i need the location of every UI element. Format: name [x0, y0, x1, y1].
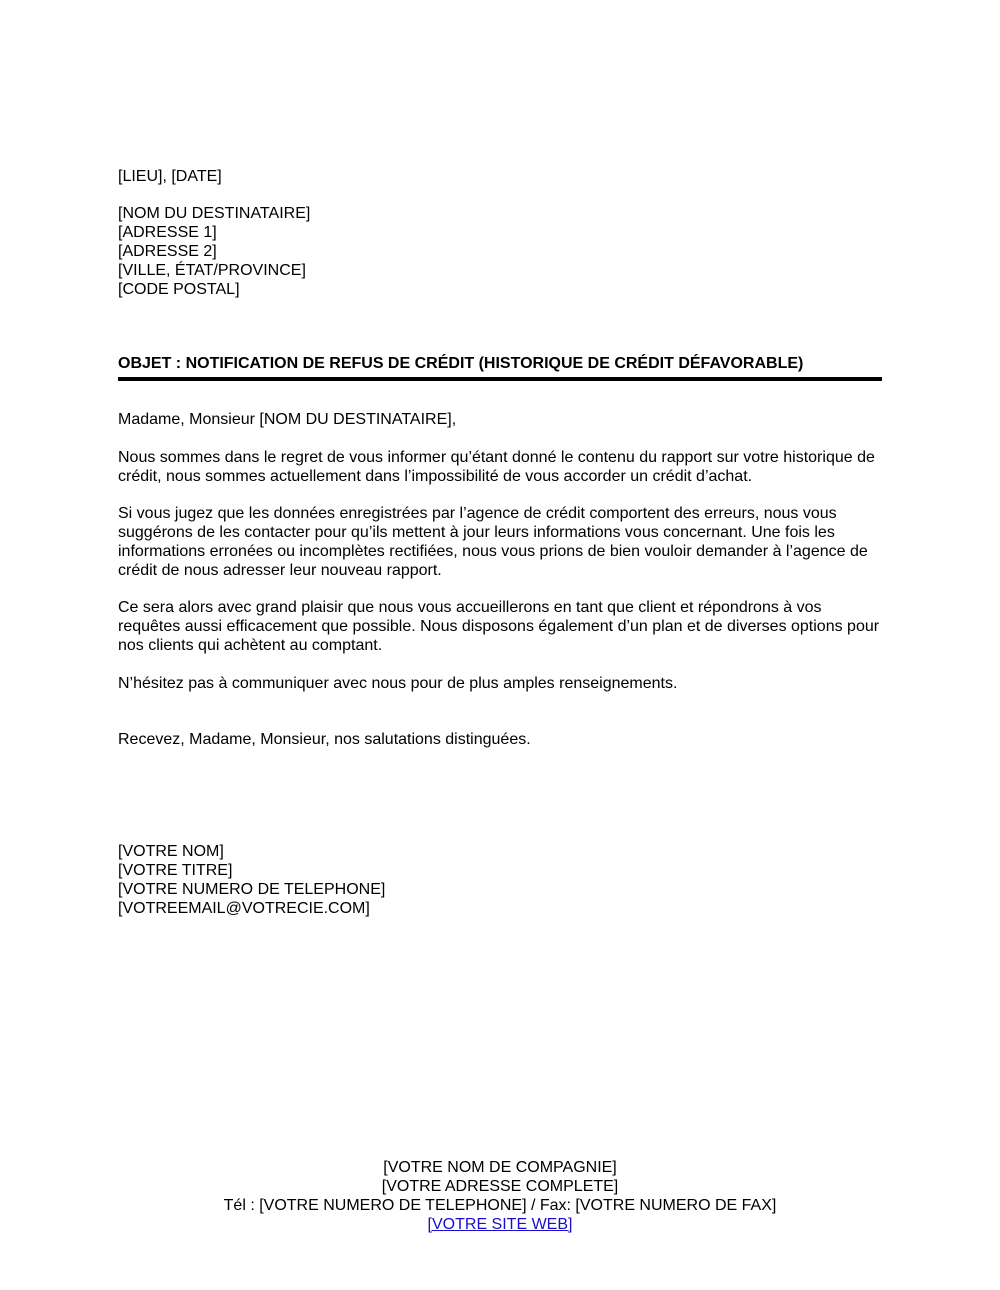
- recipient-postal-code: [CODE POSTAL]: [118, 281, 240, 298]
- paragraph-1: Nous sommes dans le regret de vous informer qu’étant donné le contenu du rapport sur votre historique de crédit, nous sommes actuellement dans l’impossibilité de vous accorder un crédit d’achat.: [118, 449, 875, 485]
- subject-line: OBJET : NOTIFICATION DE REFUS DE CRÉDIT (HISTORIQUE DE CRÉDIT DÉFAVORABLE): [118, 355, 804, 372]
- salutation: Madame, Monsieur [NOM DU DESTINATAIRE],: [118, 411, 457, 428]
- signature-name: [VOTRE NOM]: [118, 843, 224, 860]
- recipient-name: [NOM DU DESTINATAIRE]: [118, 205, 311, 222]
- recipient-address1: [ADRESSE 1]: [118, 224, 217, 241]
- footer-address: [VOTRE ADRESSE COMPLETE]: [381, 1178, 619, 1195]
- signature-email: [VOTREEMAIL@VOTRECIE.COM]: [118, 900, 370, 917]
- paragraph-4: N’hésitez pas à communiquer avec nous pour de plus amples renseignements.: [118, 675, 678, 692]
- place-date: [LIEU], [DATE]: [118, 168, 222, 185]
- signature-block: [118, 842, 385, 918]
- signature-phone: [VOTRE NUMERO DE TELEPHONE]: [118, 881, 386, 898]
- closing: Recevez, Madame, Monsieur, nos salutations distinguées.: [118, 731, 531, 748]
- paragraph-3: Ce sera alors avec grand plaisir que nous vous accueillerons en tant que client et répondrons à vos requêtes aussi efficacement que possible. Nous disposons également d’un plan et de diverses options pour nos clients qui achètent au comptant.: [118, 599, 880, 654]
- footer-website-link[interactable]: [VOTRE SITE WEB]: [427, 1216, 573, 1233]
- subject-divider: [118, 377, 882, 381]
- paragraph-2: Si vous jugez que les données enregistrées par l’agence de crédit comportent des erreurs, nous vous suggérons de les contacter pour qu’ils mettent à jour leurs informations vous concernant. Une fois les informations erronées ou incomplètes rectifiées, nous vous prions de bien vouloir demander à l’agence de crédit de nous adresser leur nouveau rapport.: [118, 505, 868, 579]
- footer-company: [VOTRE NOM DE COMPAGNIE]: [383, 1159, 617, 1176]
- recipient-block: [118, 204, 310, 299]
- recipient-address2: [ADRESSE 2]: [118, 243, 217, 260]
- footer-contact: Tél : [VOTRE NUMERO DE TELEPHONE] / Fax: [VOTRE NUMERO DE FAX]: [223, 1197, 777, 1214]
- recipient-city-state: [VILLE, ÉTAT/PROVINCE]: [118, 262, 306, 279]
- signature-title: [VOTRE TITRE]: [118, 862, 233, 879]
- footer: [0, 1158, 1000, 1234]
